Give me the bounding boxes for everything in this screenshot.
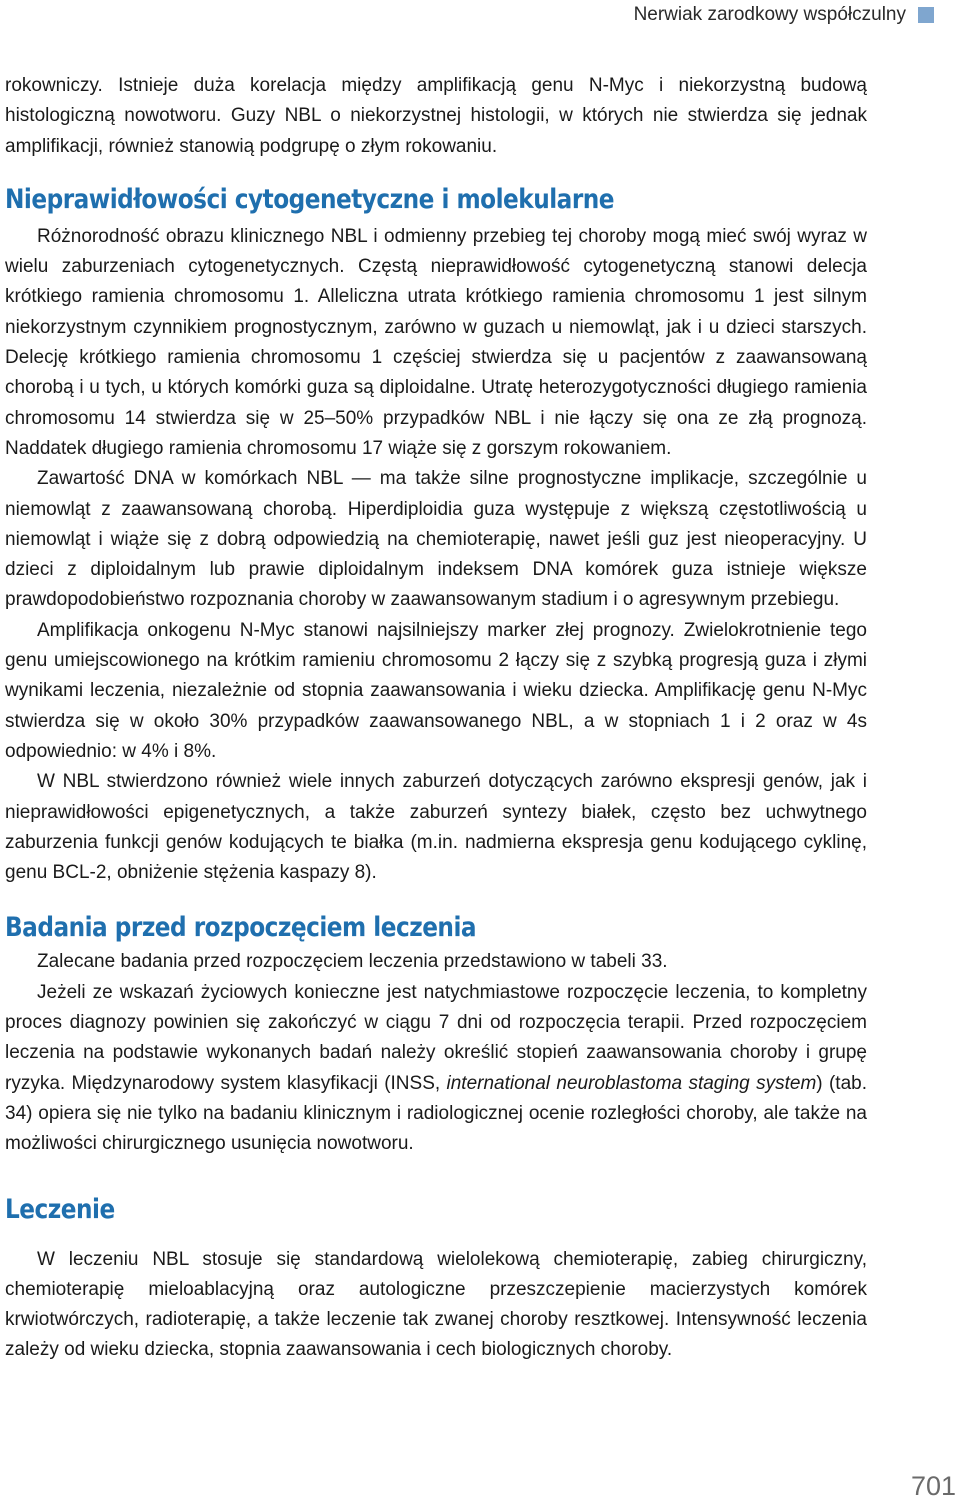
section-heading-treatment: Leczenie (5, 1193, 115, 1225)
page-body (5, 71, 867, 1366)
section-heading-pretreatment: Badania przed rozpoczęciem leczenia (5, 912, 477, 944)
body-paragraph: Zawartość DNA w komórkach NBL — ma także silne prognostyczne implikacje, szczególnie u niemowląt z zaawansowaną chorobą. Hiperdiploidia guza występuje z większą częstotliwością u niemowląt i wiąże się z dobrą odpowiedzią na chemioterapię, nawet jeśli guz jest nieoperacyjny. U dzieci z diploidalnym lub prawie diploidalnym indeksem DNA komórek guza istnieje większe prawdopodobieństwo rozpoznania choroby w zaawansowanym stadium i o agresywnym przebiegu. (5, 468, 867, 611)
body-paragraph (5, 978, 867, 1160)
paragraph-text-end: ) (tab. 34) opiera się nie tylko na badaniu klinicznym i radiologicznej ocenie rozległości choroby, ale także na możliwości chirurgicznego usunięcia nowotworu. (5, 1072, 867, 1155)
body-paragraph: W leczeniu NBL stosuje się standardową wielolekową chemioterapię, zabieg chirurgiczny, chemioterapię mieloablacyjną oraz autologiczne przeszczepienie macierzystych komórek krwiotwórczych, radioterapię, a także leczenie tak zwanej choroby resztkowej. Intensywność leczenia zależy od wieku dziecka, stopnia zaawansowania i cech biologicznych choroby. (5, 1248, 867, 1361)
running-title: Nerwiak zarodkowy współczulny (633, 4, 906, 25)
running-header (634, 4, 934, 26)
header-marker-square (918, 7, 934, 23)
body-paragraph: Amplifikacja onkogenu N-Myc stanowi najsilniejszy marker złej prognozy. Zwielokrotnienie tego genu umiejscowionego na krótkim ramieniu chromosomu 2 łączy się z szybką progresją guza i złymi wynikami leczenia, niezależnie od stopnia zaawansowania i wieku dziecka. Amplifikację genu N-Myc stwierdza się w około 30% przypadków zaawansowanego NBL, a w stopniach 1 i 2 oraz w 4s odpowiednio: w 4% i 8%. (5, 619, 867, 762)
body-paragraph: W NBL stwierdzono również wiele innych zaburzeń dotyczących zarówno ekspresji genów, jak i nieprawidłowości epigenetycznych, a także zaburzeń syntezy białek, często bez uchwytnego zaburzenia funkcji genów kodujących te białka (m.in. nadmierna ekspresja genu kodującego cyklinę, genu BCL-2, obniżenie stężenia kaspazy 8). (5, 771, 867, 884)
section-heading-cytogenetics: Nieprawidłowości cytogenetyczne i molekularne (5, 183, 615, 215)
page-number: 701 (910, 1471, 956, 1501)
body-paragraph: Różnorodność obrazu klinicznego NBL i odmienny przebieg tej choroby mogą mieć swój wyraz w wielu zaburzeniach cytogenetycznych. Częstą nieprawidłowość cytogenetyczną stanowi delecja krótkiego ramienia chromosomu 1. Alleliczna utrata krótkiego ramienia chromosomu 1 jest silnym niekorzystnym czynnikiem prognostycznym, zarówno w guzach u niemowląt, jak i u dzieci starszych. Delecję krótkiego ramienia chromosomu 1 częściej stwierdza się u pacjentów z zaawansowaną chorobą i u tych, u których komórki guza są diploidalne. Utratę heterozygotyczności długiego ramienia chromosomu 14 stwierdza się w 25–50% przypadków NBL i nie łączy się ona ze złą prognozą. Naddatek długiego ramienia chromosomu 17 wiąże się z gorszym rokowaniem. (5, 225, 867, 459)
paragraph-text: Jeżeli ze wskazań życiowych konieczne jest natychmiastowe rozpoczęcie leczenia, to kompletny proces diagnozy powinien się zakończyć w ciągu 7 dni od rozpoczęcia terapii. Przed rozpoczęciem leczenia na podstawie wykonanych badań należy określić stopień zaawansowania choroby i grupę ryzyka. Międzynarodowy system klasyfikacji (INSS, (5, 981, 867, 1094)
italic-term: international neuroblastoma staging system (446, 1072, 817, 1094)
intro-paragraph: rokowniczy. Istnieje duża korelacja między amplifikacją genu N-Myc i niekorzystną budową histologiczną nowotworu. Guzy NBL o niekorzystnej histologii, w których nie stwierdza się jednak amplifikacji, również stanowią podgrupę o złym rokowaniu. (5, 75, 867, 157)
body-paragraph: Zalecane badania przed rozpoczęciem leczenia przedstawiono w tabeli 33. (37, 951, 668, 973)
